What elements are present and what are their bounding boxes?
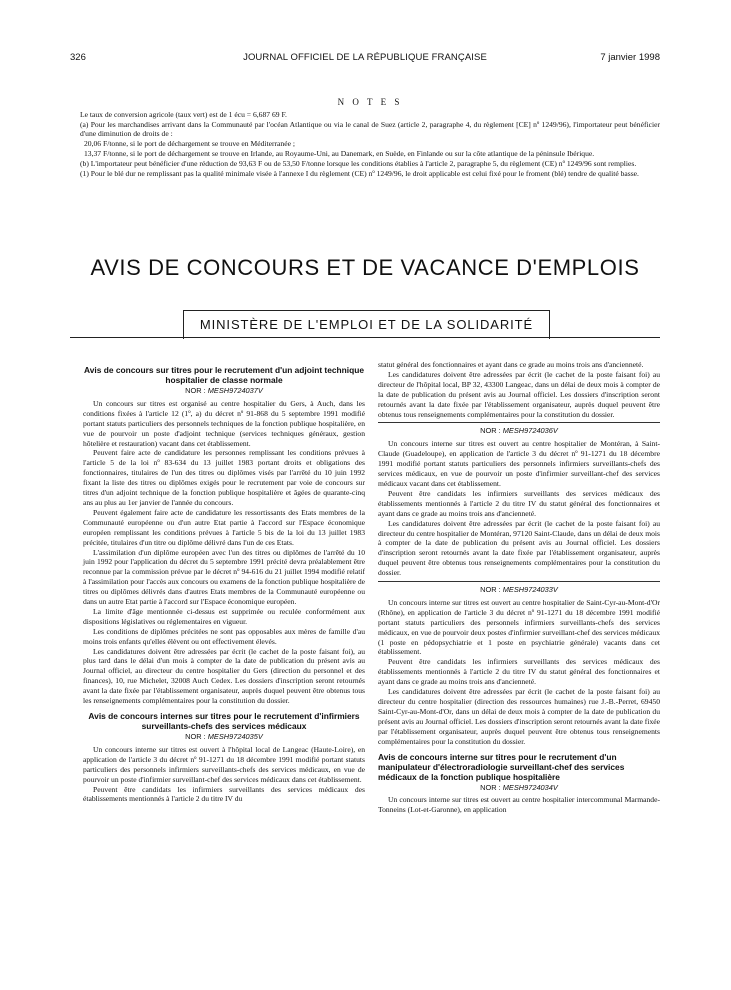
right-column: [378, 360, 660, 815]
section-title: Avis de concours interne sur titres pour le recrutement d'un manipulateur d'électroradiologie surveillant-chef des services médicaux de la fonction publique hospitalière: [378, 751, 625, 782]
nor-reference: NOR : MESH9724033V: [480, 585, 558, 595]
paragraph: Peuvent être candidats les infirmiers surveillants des services médicaux des établissements mentionnés à l'article 2 du titre IV du statut général des fonctionnaires et ayant dans ce grade au moins trois ans d'ancienneté.: [378, 657, 660, 687]
nor-reference: NOR : MESH9724037V: [185, 386, 263, 395]
paragraph: Les candidatures doivent être adressées par écrit (le cachet de la poste faisant foi) au directeur de l'hôpital local, BP 32, 43300 Langeac, dans un délai de deux mois à compter de la date de publication du présent avis au Journal officiel. Les dossiers d'inscription seront retournés avant la date fixée par l'établissement organisateur, auprès duquel peuvent être obtenus tous renseignements complémentaires pour la constitution du dossier.: [378, 369, 660, 419]
ministry-rule: [70, 337, 660, 338]
notes-section: [80, 98, 660, 178]
paragraph: Les candidatures doivent être adressées par écrit (le cachet de la poste faisant foi), au plus tard dans le délai d'un mois à compter de la date de publication du présent avis au Journal officiel, au directeur du centre hospitalier du Gers (direction du personnel et des finances), 10, rue Michelet, 32008 Auch Cedex. Les dossiers d'inscription seront retournés avant la date fixée par l'établissement organisateur, auprès duquel peuvent être obtenus tous les renseignements complémentaires pour la constitution du dossier.: [83, 646, 365, 706]
notes-line: (b) L'importateur peut bénéficier d'une réduction de 93,63 F ou de 53,50 F/tonne lorsque les conditions établies à l'article 2, paragraphe 5, du règlement (CE) nº 1249/96 sont remplies.: [80, 158, 637, 168]
paragraph: L'assimilation d'un diplôme européen avec l'un des titres ou diplômes de l'arrêté du 10 juin 1992 pour l'application du décret du 5 septembre 1991 précité devra préalablement être reconnue par la commission prévue par le décret nº 94-616 du 21 juillet 1994 modifié relatif à l'assimilation pour l'accès aux concours ou examens de la fonction publique hospitalière de titres ou diplômes délivrés dans d'autres Etats membres de la Communauté européenne ou dans un autre Etat partie à l'accord sur l'Espace économique européen.: [83, 547, 365, 607]
paragraph: La limite d'âge mentionnée ci-dessus est supprimée ou reculée conformément aux dispositions législatives ou réglementaires en vigueur.: [83, 606, 365, 626]
notes-line: (1) Pour le blé dur ne remplissant pas la qualité minimale visée à l'annexe I du règlement (CE) nº 1249/96, le droit applicable est celui fixé pour le froment (blé) tendre de qualité basse.: [80, 168, 639, 178]
notes-line: (a) Pour les marchandises arrivant dans la Communauté par l'océan Atlantique ou via le canal de Suez (article 2, paragraphe 4, du règlement [CE] nº 1249/96), l'importateur peut bénéficier d'une diminution de droits de :: [80, 119, 660, 139]
notes-title: N O T E S: [337, 97, 403, 107]
nor-reference: NOR : MESH9724036V: [480, 426, 558, 436]
page-number: 326: [70, 52, 86, 63]
page-header: [70, 52, 660, 66]
paragraph: Peuvent être candidats les infirmiers surveillants des services médicaux des établissements mentionnés à l'article 2 du titre IV du statut général des fonctionnaires et ayant dans ce grade au moins trois ans d'ancienneté.: [378, 488, 660, 518]
paragraph: Peuvent également faire acte de candidature les ressortissants des Etats membres de la Communauté européenne ou d'un autre Etat partie à l'accord sur l'Espace économique européen remplissant les conditions prévues à l'article 5 bis de la loi du 13 juillet 1983 précitée, titulaires d'un titre ou diplôme délivré dans l'un de ces Etats.: [83, 507, 365, 547]
paragraph: Les candidatures doivent être adressées par écrit (le cachet de la poste faisant foi) au directeur du centre hospitalier (direction des ressources humaines) rue J.-B.-Perret, 69450 Saint-Cyr-au-Mont-d'Or, dans un délai de deux mois à compter de la date de publication du présent avis au Journal officiel. Les dossiers d'inscription seront retournés avant la date fixée par l'établissement organisateur, auprès duquel peuvent être obtenus tous renseignements complémentaires pour la constitution du dossier.: [378, 687, 660, 746]
notes-line: 13,37 F/tonne, si le port de déchargement se trouve en Irlande, au Royaume-Uni, au Danemark, en Suède, en Finlande ou sur la côte atlantique de la péninsule Ibérique.: [84, 148, 595, 158]
divider: [378, 422, 660, 423]
nor-reference: NOR : MESH9724035V: [185, 732, 263, 741]
section-title: Avis de concours sur titres pour le recrutement d'un adjoint technique hospitalier de classe normale: [84, 365, 364, 385]
issue-date: 7 janvier 1998: [600, 52, 660, 63]
notes-line: Le taux de conversion agricole (taux vert) est de 1 écu = 6,687 69 F.: [80, 109, 287, 119]
paragraph: Peuvent faire acte de candidature les personnes remplissant les conditions prévues à l'article 5 de la loi nº 83-634 du 13 juillet 1983 portant droits et obligations des fonctionnaires, titulaires de l'un des titres ou diplômes visés par l'arrêté du 10 juin 1992 fixant la liste des titres ou diplômes exigés pour le recrutement par voie de concours sur titres d'un adjoint technique de la fonction publique hospitalière et âgées de quarante-cinq ans au plus au 1er janvier de l'année du concours.: [83, 448, 365, 507]
paragraph: Les conditions de diplômes précitées ne sont pas opposables aux mères de famille d'au moins trois enfants qu'elles élèvent ou ont effectivement élevés.: [83, 626, 365, 646]
paragraph: Un concours interne sur titres est ouvert au centre hospitalier intercommunal Marmande-Tonneins (Lot-et-Garonne), en application: [378, 795, 660, 815]
divider: [378, 581, 660, 582]
nor-reference: NOR : MESH9724034V: [480, 782, 558, 792]
paragraph: Un concours interne sur titres est ouvert au centre hospitalier de Montéran, à Saint-Claude (Guadeloupe), en application de l'article 3 du décret nº 91-1271 du 18 décembre 1991 modifié portant statuts particuliers des personnels infirmiers surveillants-chefs des services médicaux, en vue de pourvoir un poste d'infirmier surveillant-chef des services médicaux vacant dans cet établissement.: [378, 439, 660, 488]
journal-title: JOURNAL OFFICIEL DE LA RÉPUBLIQUE FRANÇAISE: [243, 52, 487, 63]
ministry-heading: MINISTÈRE DE L'EMPLOI ET DE LA SOLIDARITÉ: [183, 310, 550, 339]
left-column: [83, 360, 365, 804]
paragraph: Les candidatures doivent être adressées par écrit (le cachet de la poste faisant foi) au directeur du centre hospitalier de Montéran, 97120 Saint-Claude, dans un délai de deux mois à compter de la date de publication du présent avis au Journal officiel. Les dossiers d'inscription seront retournés avant la date fixée par l'établissement organisateur, auprès duquel peuvent être obtenus tous renseignements complémentaires pour la constitution du dossier.: [378, 518, 660, 578]
notes-line: 20,06 F/tonne, si le port de déchargement se trouve en Méditerranée ;: [84, 139, 295, 149]
paragraph: Un concours sur titres est organisé au centre hospitalier du Gers, à Auch, dans les conditions fixées à l'article 12 (1º, a) du décret nº 91-868 du 5 septembre 1991 modifié portant statuts particuliers des personnels techniques de la fonction publique hospitalière, en vue de pourvoir un poste d'adjoint technique (services techniques généraux, gestion hôtelière et restauration) vacant dans cet établissement.: [83, 398, 365, 448]
main-title: AVIS DE CONCOURS ET DE VACANCE D'EMPLOIS: [90, 255, 640, 280]
paragraph: Un concours interne sur titres est ouvert au centre hospitalier de Saint-Cyr-au-Mont-d'Or (Rhône), en application de l'article 3 du décret nº 91-1271 du 18 décembre 1991 modifié portant statuts particuliers des personnels infirmiers surveillants-chefs des services médicaux, en vue de pourvoir deux postes d'infirmier surveillant-chef des services médicaux (1 poste en pédopsychiatrie et 1 poste en psychiatrie générale) vacants dans cet établissement.: [378, 597, 660, 657]
paragraph: statut général des fonctionnaires et ayant dans ce grade au moins trois ans d'ancienneté.: [378, 360, 644, 369]
section-title: Avis de concours internes sur titres pour le recrutement d'infirmiers surveillants-chefs des services médicaux: [88, 711, 360, 731]
paragraph: Un concours interne sur titres est ouvert à l'hôpital local de Langeac (Haute-Loire), en application de l'article 3 du décret nº 91-1271 du 18 décembre 1991 modifié portant statuts particuliers des personnels infirmiers surveillants-chefs des services médicaux, en vue de pourvoir un poste d'infirmier surveillant-chef des services médicaux dans cet établissement.: [83, 744, 365, 784]
paragraph: Peuvent être candidats les infirmiers surveillants des services médicaux des établissements mentionnés à l'article 2 du titre IV du: [83, 784, 365, 804]
